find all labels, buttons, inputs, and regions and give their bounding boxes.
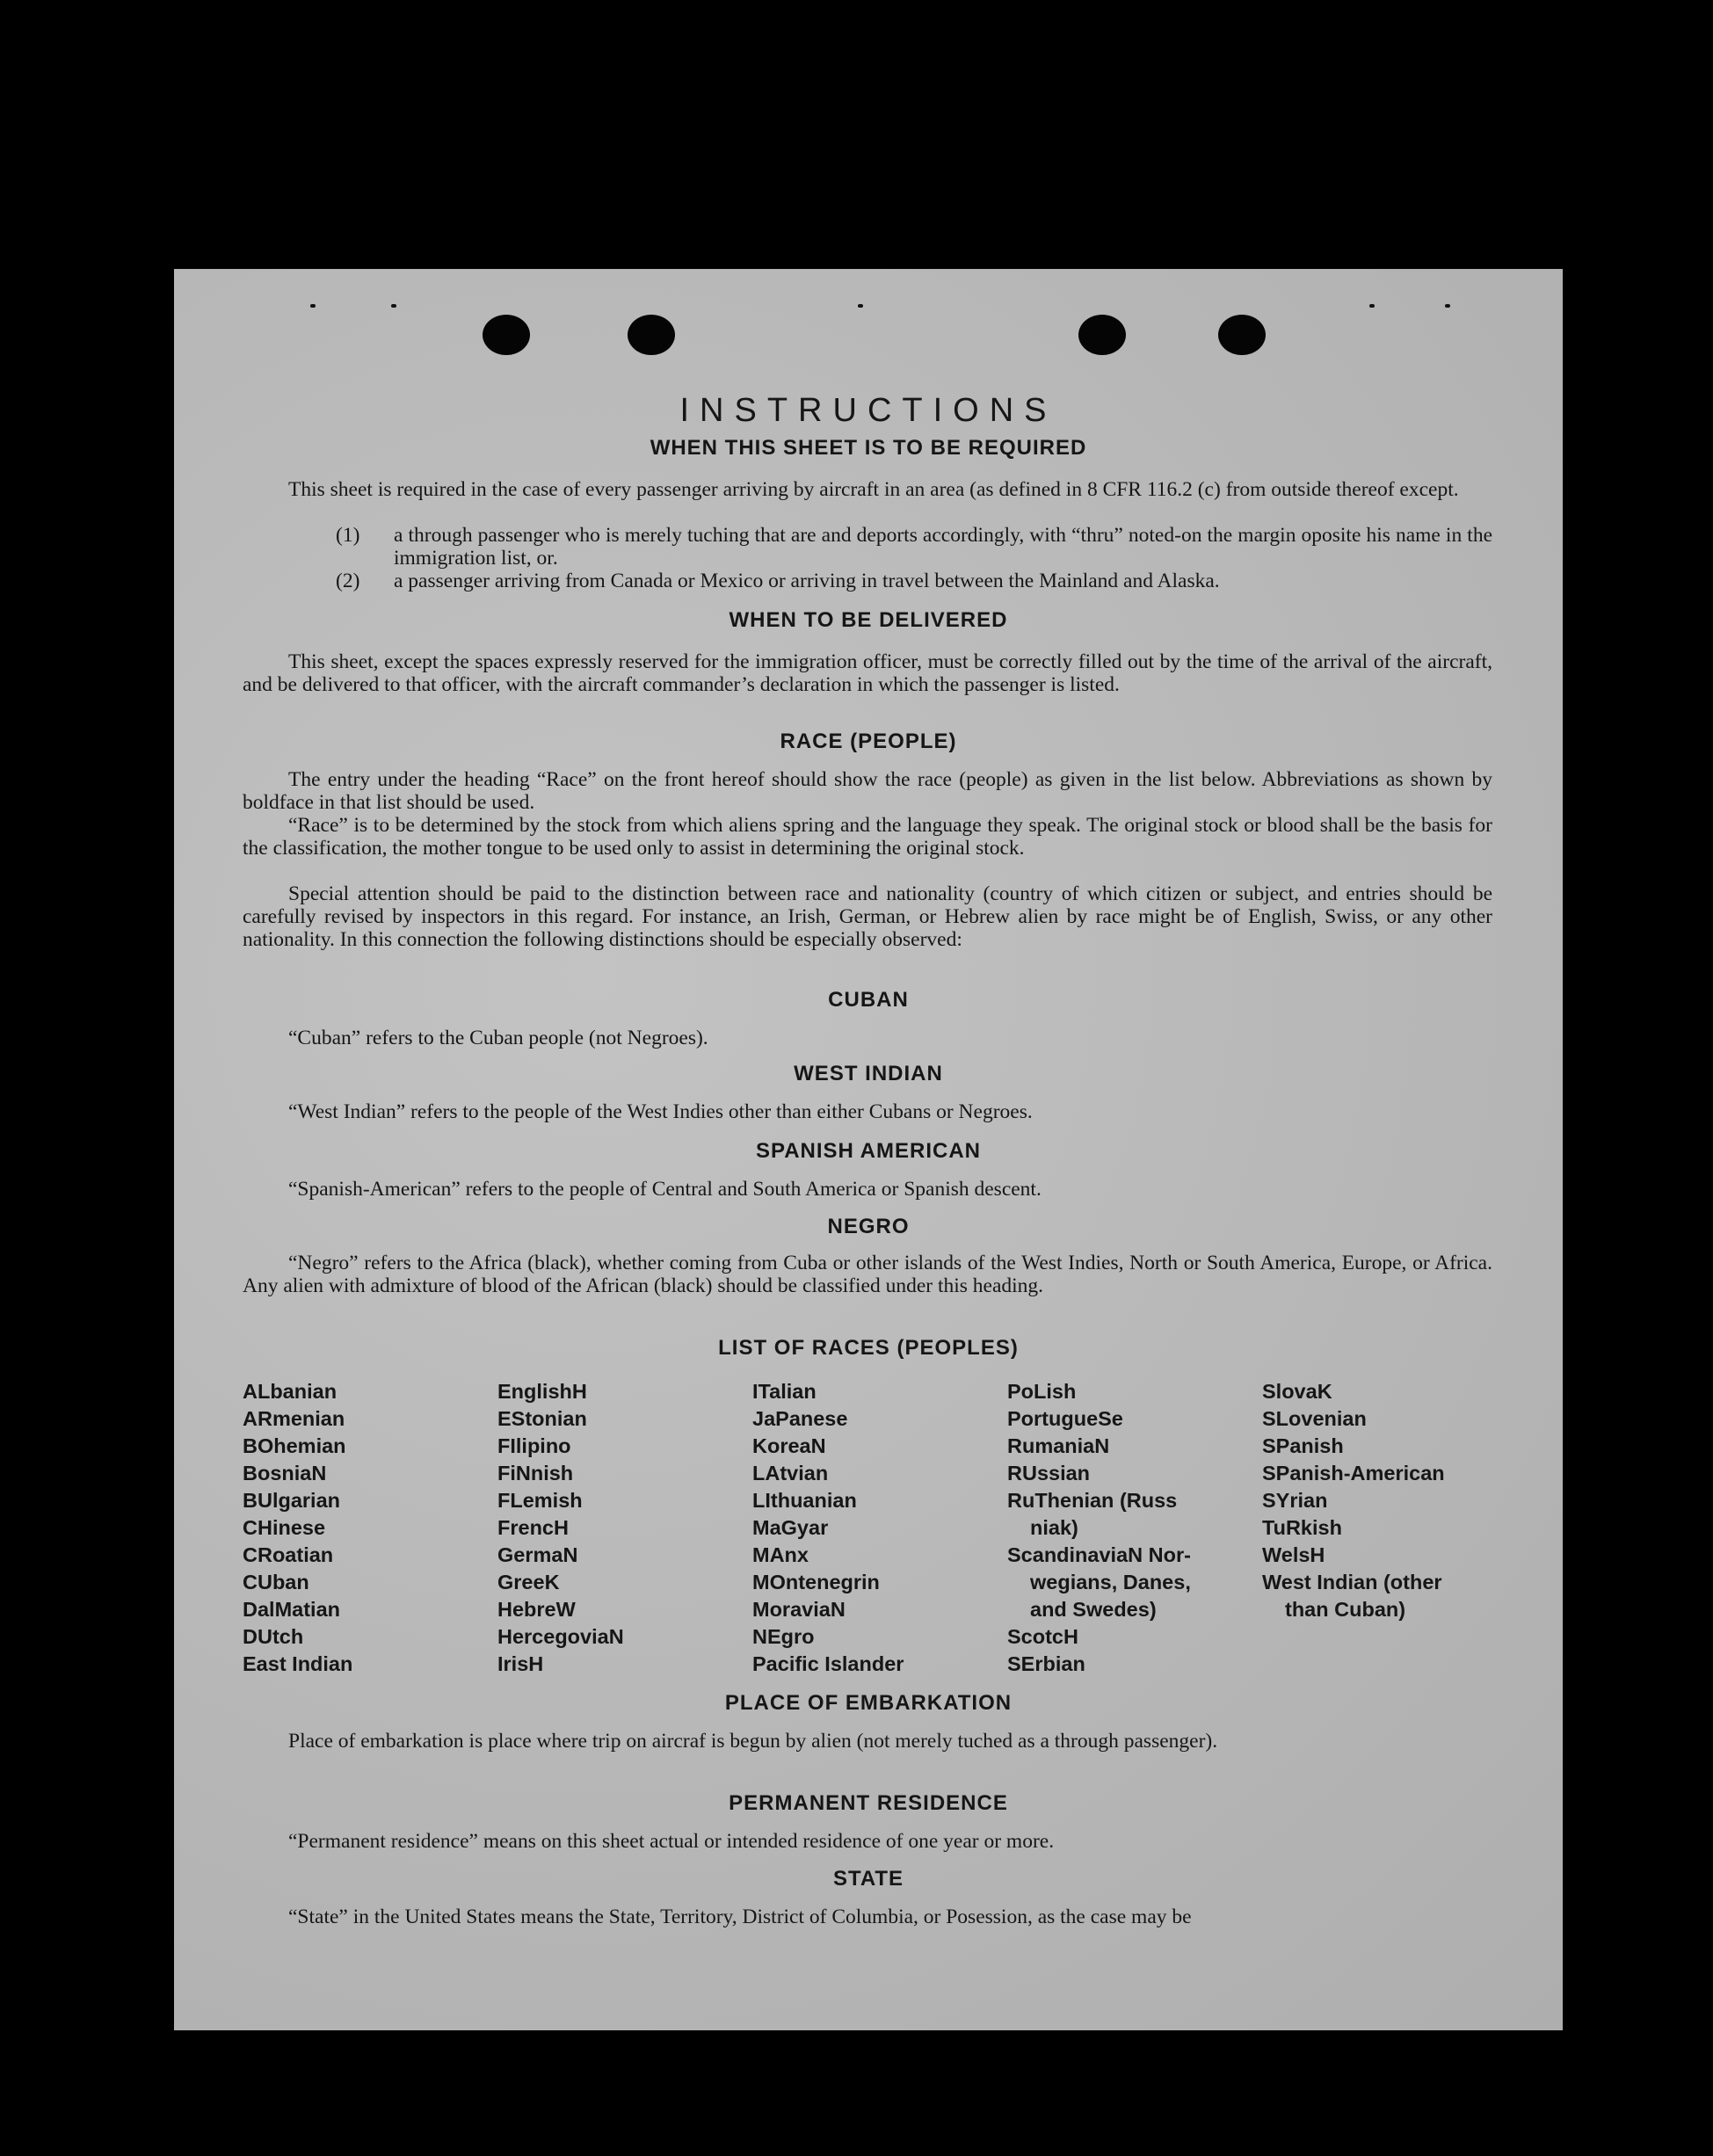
race-entry: ScotcH bbox=[1007, 1625, 1078, 1648]
race-list bbox=[243, 1378, 1517, 1678]
race-entry: DUtch bbox=[243, 1625, 304, 1648]
race-entry bbox=[1007, 1542, 1262, 1623]
heading-race: RACE (PEOPLE) bbox=[780, 730, 957, 753]
race-entry: HebreW bbox=[497, 1598, 576, 1621]
race-entry: SPanish-American bbox=[1262, 1462, 1445, 1485]
instruction-sheet bbox=[174, 269, 1563, 2030]
heading-cuban: CUBAN bbox=[828, 988, 909, 1012]
heading-negro: NEGRO bbox=[827, 1215, 910, 1238]
heading-west-indian: WEST INDIAN bbox=[794, 1062, 943, 1085]
race-entry: MoraviaN bbox=[752, 1598, 846, 1621]
race-entry: BOhemian bbox=[243, 1434, 346, 1457]
race-column bbox=[752, 1378, 1007, 1678]
race-entry: RumaniaN bbox=[1007, 1434, 1110, 1457]
race-column bbox=[1007, 1378, 1262, 1678]
race-entry-line: and Swedes) bbox=[1030, 1598, 1157, 1621]
race-entry: LIthuanian bbox=[752, 1489, 857, 1512]
race-entry: PoLish bbox=[1007, 1380, 1077, 1403]
when-required-intro: This sheet is required in the case of every passenger arriving by aircraft in an area (as defined in 8 CFR 116.2 (c) from outside thereof except. bbox=[288, 478, 1459, 501]
punch-hole bbox=[628, 315, 675, 355]
exception-item-2 bbox=[243, 570, 1492, 592]
race-entry: Pacific Islander bbox=[752, 1652, 904, 1675]
race-column bbox=[243, 1378, 497, 1678]
race-entry: BUlgarian bbox=[243, 1489, 340, 1512]
race-column bbox=[497, 1378, 752, 1678]
race-entry: EnglishH bbox=[497, 1380, 587, 1403]
heading-permanent-residence: PERMANENT RESIDENCE bbox=[729, 1791, 1008, 1815]
race-entry: SlovaK bbox=[1262, 1380, 1332, 1403]
race-paragraph-1: The entry under the heading “Race” on the front hereof should show the race (people) as given in the list below. Abbreviations as shown by boldface in that list should be used. bbox=[243, 768, 1492, 814]
paper-speck bbox=[391, 304, 396, 308]
exception-text: a through passenger who is merely tuching that are and deports accordingly, with “thru” noted-on the margin oposite his name in the immigration list, or. bbox=[394, 524, 1492, 570]
race-paragraph-3: Special attention should be paid to the distinction between race and nationality (country of which citizen or subject, and entries should be carefully revised by inspectors in this regard. For instance, an Irish, German, or Hebrew alien by race might be of English, Swiss, or any other nationality. In this connection the following distinctions should be especially observed: bbox=[243, 882, 1492, 951]
race-entry: SYrian bbox=[1262, 1489, 1328, 1512]
exception-text: a passenger arriving from Canada or Mexico or arriving in travel between the Mainland and Alaska. bbox=[394, 570, 1220, 592]
race-entry: MOntenegrin bbox=[752, 1571, 880, 1593]
race-entry: TuRkish bbox=[1262, 1516, 1342, 1539]
race-entry-line: than Cuban) bbox=[1285, 1598, 1406, 1621]
race-entry: FiNnish bbox=[497, 1462, 574, 1485]
paper-speck bbox=[858, 304, 863, 308]
heading-list-of-races: LIST OF RACES (PEOPLES) bbox=[718, 1336, 1019, 1360]
race-entry-line: West Indian (other bbox=[1262, 1571, 1442, 1593]
heading-state: STATE bbox=[832, 1867, 904, 1891]
race-entry bbox=[1007, 1487, 1262, 1542]
residence-text: “Permanent residence” means on this sheet actual or intended residence of one year or more. bbox=[288, 1830, 1055, 1853]
punch-hole bbox=[483, 315, 530, 355]
race-entry: GreeK bbox=[497, 1571, 560, 1593]
punch-hole bbox=[1218, 315, 1266, 355]
embarkation-text: Place of embarkation is place where trip on aircraf is begun by alien (not merely tuched as a through passenger). bbox=[288, 1730, 1218, 1753]
race-paragraph-2: “Race” is to be determined by the stock from which aliens spring and the language they speak. The original stock or blood shall be the basis for the classification, the mother tongue to be used only to assist in determining the original stock. bbox=[243, 814, 1492, 860]
heading-when-required: WHEN THIS SHEET IS TO BE REQUIRED bbox=[650, 436, 1087, 460]
race-entry: IrisH bbox=[497, 1652, 544, 1675]
race-column bbox=[1262, 1378, 1517, 1678]
race-entry: WelsH bbox=[1262, 1543, 1325, 1566]
race-entry bbox=[1262, 1569, 1517, 1623]
race-entry: KoreaN bbox=[752, 1434, 826, 1457]
race-entry: DalMatian bbox=[243, 1598, 340, 1621]
race-entry: CUban bbox=[243, 1571, 309, 1593]
race-entry: BosniaN bbox=[243, 1462, 327, 1485]
race-entry: LAtvian bbox=[752, 1462, 829, 1485]
race-entry: SErbian bbox=[1007, 1652, 1085, 1675]
exception-number: (2) bbox=[336, 570, 360, 592]
race-entry: CHinese bbox=[243, 1516, 326, 1539]
heading-spanish-american: SPANISH AMERICAN bbox=[755, 1139, 981, 1163]
page-title: INSTRUCTIONS bbox=[679, 392, 1057, 429]
west-indian-text: “West Indian” refers to the people of the West Indies other than either Cubans or Negroes. bbox=[288, 1100, 1033, 1123]
race-entry-line: RuThenian (Russ bbox=[1007, 1489, 1178, 1512]
spanish-american-text: “Spanish-American” refers to the people of Central and South America or Spanish descent. bbox=[288, 1178, 1042, 1201]
exception-item-1 bbox=[243, 524, 1492, 570]
race-entry: EStonian bbox=[497, 1407, 587, 1430]
race-entry: GermaN bbox=[497, 1543, 578, 1566]
heading-when-delivered: WHEN TO BE DELIVERED bbox=[729, 608, 1008, 632]
race-entry: MAnx bbox=[752, 1543, 809, 1566]
race-entry: ITalian bbox=[752, 1380, 817, 1403]
paper-speck bbox=[1445, 304, 1450, 308]
paper-speck bbox=[1369, 304, 1375, 308]
cuban-text: “Cuban” refers to the Cuban people (not Negroes). bbox=[288, 1027, 708, 1049]
state-text: “State” in the United States means the State, Territory, District of Columbia, or Posession, as the case may be bbox=[288, 1906, 1192, 1928]
race-entry: ALbanian bbox=[243, 1380, 338, 1403]
race-entry-line: wegians, Danes, bbox=[1030, 1571, 1191, 1593]
race-entry: SLovenian bbox=[1262, 1407, 1367, 1430]
punch-hole bbox=[1078, 315, 1126, 355]
negro-text: “Negro” refers to the Africa (black), whether coming from Cuba or other islands of the West Indies, North or South America, Europe, or Africa. Any alien with admixture of blood of the African (black) should be classified under this heading. bbox=[243, 1252, 1492, 1297]
race-entry: East Indian bbox=[243, 1652, 353, 1675]
race-entry: ARmenian bbox=[243, 1407, 345, 1430]
race-entry-line: niak) bbox=[1030, 1516, 1078, 1539]
race-entry-line: ScandinaviaN Nor- bbox=[1007, 1543, 1191, 1566]
race-entry: SPanish bbox=[1262, 1434, 1344, 1457]
race-entry: NEgro bbox=[752, 1625, 815, 1648]
race-entry: FIlipino bbox=[497, 1434, 571, 1457]
race-entry: CRoatian bbox=[243, 1543, 334, 1566]
race-entry: HercegoviaN bbox=[497, 1625, 624, 1648]
heading-embarkation: PLACE OF EMBARKATION bbox=[724, 1691, 1013, 1715]
race-entry: JaPanese bbox=[752, 1407, 848, 1430]
race-entry: MaGyar bbox=[752, 1516, 829, 1539]
race-entry: FrencH bbox=[497, 1516, 569, 1539]
when-delivered-text: This sheet, except the spaces expressly reserved for the immigration officer, must be correctly filled out by the time of the arrival of the aircraft, and be delivered to that officer, with the aircraft commander’s declaration in which the passenger is listed. bbox=[243, 650, 1492, 696]
exception-number: (1) bbox=[336, 524, 360, 547]
race-entry: RUssian bbox=[1007, 1462, 1091, 1485]
paper-speck bbox=[310, 304, 316, 308]
race-entry: PortugueSe bbox=[1007, 1407, 1123, 1430]
race-entry: FLemish bbox=[497, 1489, 583, 1512]
